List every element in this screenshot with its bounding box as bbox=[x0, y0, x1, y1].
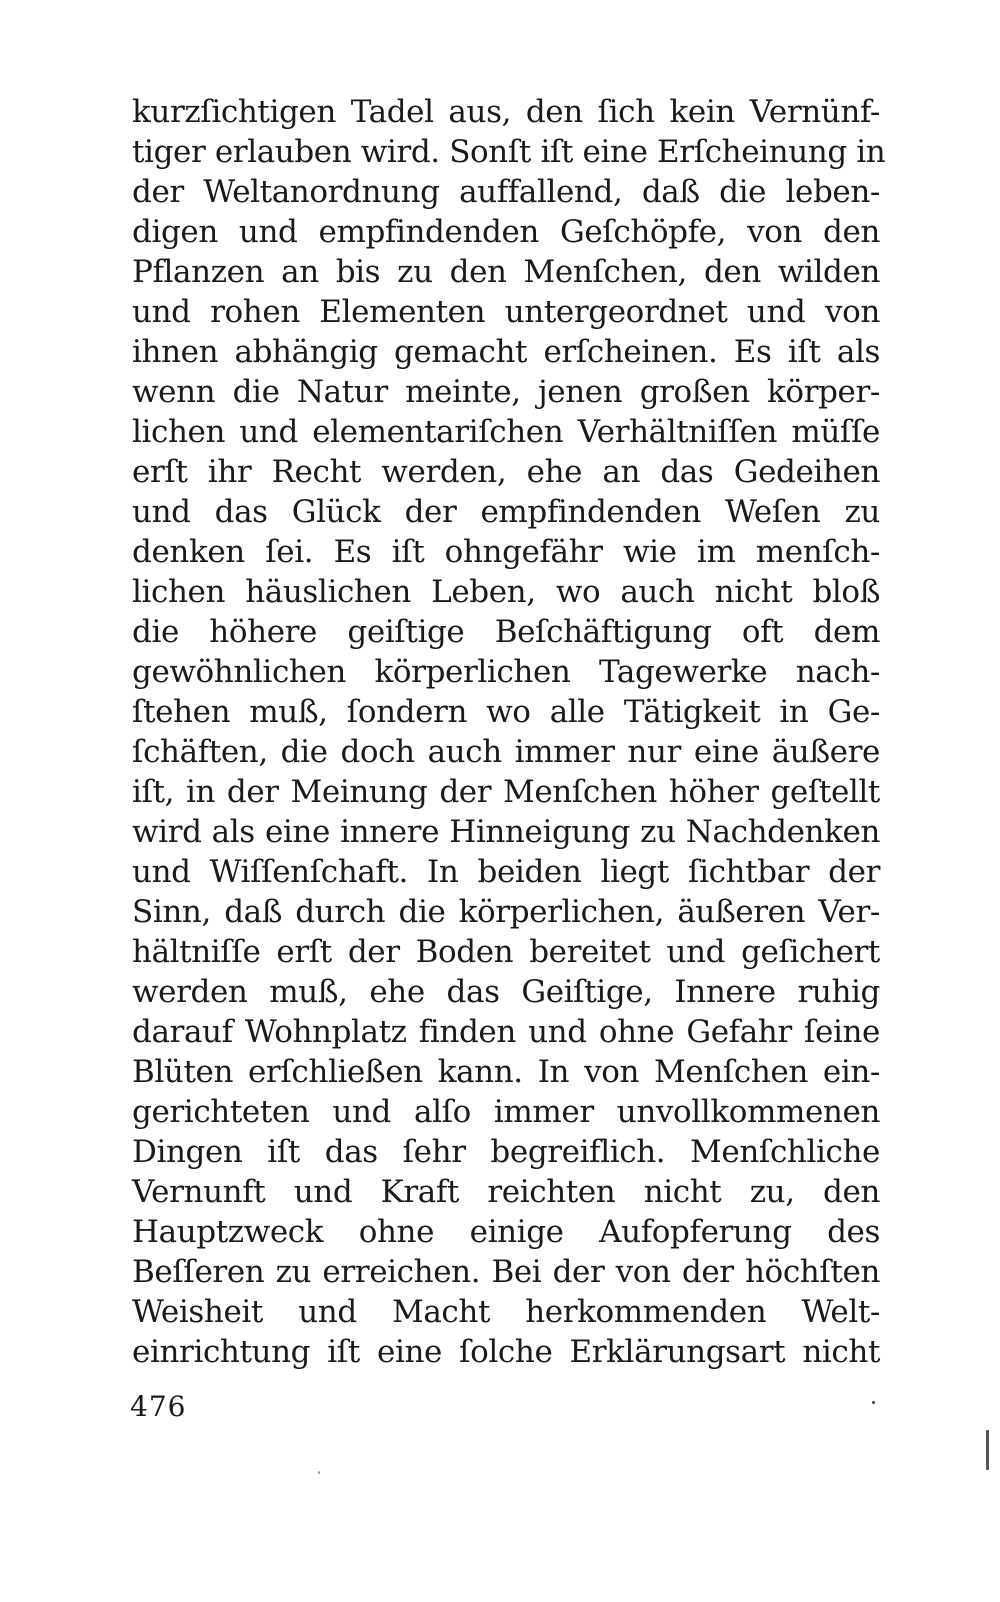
text-line: ſchäften, die doch auch immer nur eine äußere bbox=[132, 734, 880, 770]
text-line: lichen häuslichen Leben, wo auch nicht bloß bbox=[132, 574, 880, 610]
text-line: iſt, in der Meinung der Menſchen höher geſtellt bbox=[132, 774, 880, 810]
scan-speck bbox=[872, 1401, 875, 1404]
body-text bbox=[132, 92, 886, 1372]
text-line: einrichtung iſt eine ſolche Erklärungsart nicht bbox=[132, 1334, 880, 1370]
text-line: lichen und elementariſchen Verhältniſſen müſſe bbox=[132, 414, 880, 450]
text-line: hältniſſe erſt der Boden bereitet und geſichert bbox=[132, 934, 880, 970]
text-line: Dingen iſt das ſehr begreiflich. Menſchliche bbox=[132, 1134, 880, 1170]
text-line: ihnen abhängig gemacht erſcheinen. Es iſt als bbox=[132, 334, 880, 370]
scan-speck bbox=[318, 1471, 320, 1474]
scan-speck bbox=[986, 1430, 989, 1470]
text-line: Pflanzen an bis zu den Menſchen, den wilden bbox=[132, 254, 880, 290]
text-line: und rohen Elementen untergeordnet und von bbox=[132, 294, 880, 330]
text-line: der Weltanordnung auffallend, daß die leben- bbox=[132, 174, 880, 210]
text-line: tiger erlauben wird. Sonſt iſt eine Erſcheinung in bbox=[132, 134, 886, 170]
text-line: erſt ihr Recht werden, ehe an das Gedeihen bbox=[132, 454, 880, 490]
text-line: wenn die Natur meinte, jenen großen körper- bbox=[132, 374, 880, 410]
text-line: gerichteten und alſo immer unvollkommenen bbox=[132, 1094, 880, 1130]
text-line: denken ſei. Es iſt ohngefähr wie im menſch- bbox=[132, 534, 880, 570]
text-line: Blüten erſchließen kann. In von Menſchen ein- bbox=[132, 1054, 880, 1090]
text-line: Sinn, daß durch die körperlichen, äußeren Ver- bbox=[132, 894, 880, 930]
text-line: darauf Wohnplatz finden und ohne Gefahr ſeine bbox=[132, 1014, 880, 1050]
text-line: kurzſichtigen Tadel aus, den ſich kein Vernünf- bbox=[132, 94, 880, 130]
text-line: und Wiſſenſchaft. In beiden liegt ſichtbar der bbox=[132, 854, 880, 890]
text-line: wird als eine innere Hinneigung zu Nachdenken bbox=[132, 814, 880, 850]
text-line: Vernunft und Kraft reichten nicht zu, den bbox=[132, 1174, 880, 1210]
text-line: Hauptzweck ohne einige Aufopferung des bbox=[132, 1214, 880, 1250]
text-line: Weisheit und Macht herkommenden Welt- bbox=[132, 1294, 880, 1330]
text-line: Beſſeren zu erreichen. Bei der von der höchſten bbox=[132, 1254, 880, 1290]
page-number: 476 bbox=[130, 1390, 187, 1423]
text-line: gewöhnlichen körperlichen Tagewerke nach- bbox=[132, 654, 880, 690]
text-line: und das Glück der empfindenden Weſen zu bbox=[132, 494, 880, 530]
text-line: ſtehen muß, ſondern wo alle Tätigkeit in Ge- bbox=[132, 694, 880, 730]
text-line: digen und empfindenden Geſchöpfe, von den bbox=[132, 214, 880, 250]
text-line: werden muß, ehe das Geiſtige, Innere ruhig bbox=[132, 974, 880, 1010]
text-line: die höhere geiſtige Beſchäftigung oft dem bbox=[132, 614, 880, 650]
